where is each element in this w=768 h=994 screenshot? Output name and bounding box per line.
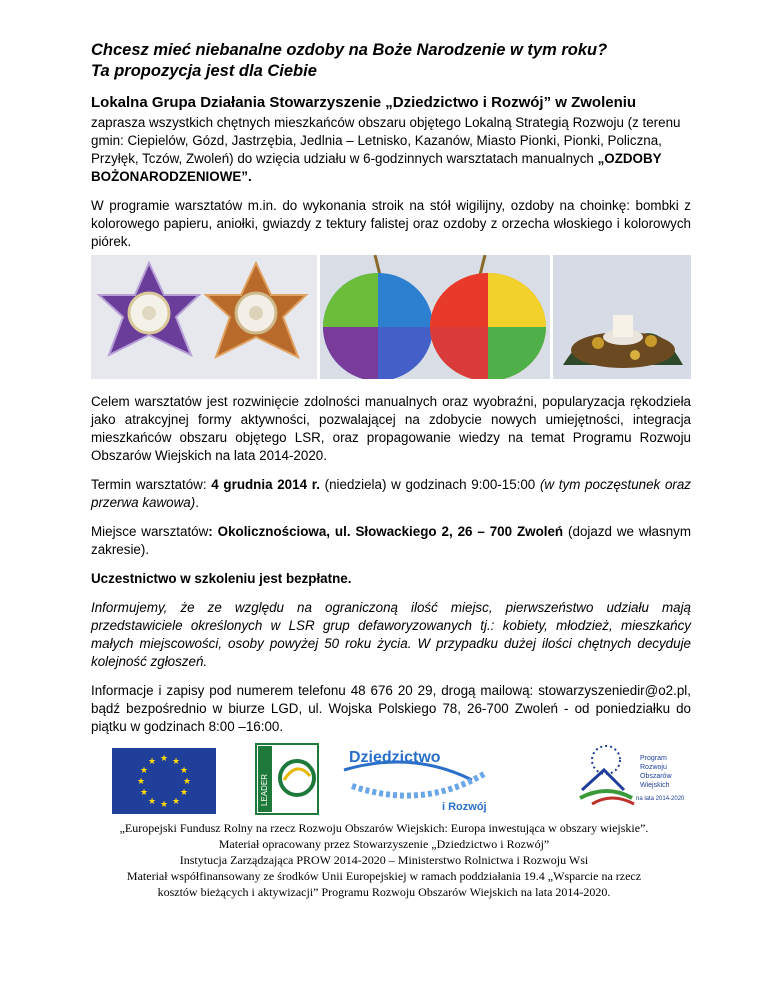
place-label: Miejsce warsztatów [91,524,209,539]
document-body-lower [91,393,691,736]
prow-obszarow: Obszarów [640,773,672,780]
organization-title: Lokalna Grupa Działania Stowarzyszenie „Dziedzictwo i Rozwój” w Zwoleniu [91,94,637,111]
svg-text:★: ★ [136,777,146,787]
svg-text:★: ★ [179,788,189,798]
svg-text:★: ★ [179,766,189,776]
svg-text:★: ★ [147,797,157,807]
term-label: Termin warsztatów: [91,477,212,492]
photo-stars [91,255,317,379]
footer-line-3: Instytucja Zarządzająca PROW 2014-2020 – Ministerstwo Rolnictwa i Rozwoju Wsi [179,853,589,867]
workshop-name: „OZDOBY BOŻONARODZENIOWE”. [91,151,662,184]
leader-logo [256,744,318,814]
svg-text:★: ★ [171,757,181,767]
term-note: (w tym poczęstunek oraz przerwa kawowa) [91,477,691,510]
prow-wiejskich: Wiejskich [640,782,670,789]
headline-line-1: Chcesz mieć niebanalne ozdoby na Boże Narodzenie w tym roku? [91,41,608,59]
term-date: 4 grudnia 2014 r. [211,477,320,492]
svg-text:★: ★ [139,766,149,776]
intro-paragraph [91,114,691,186]
term-paragraph [91,476,691,512]
svg-text:★: ★ [182,777,192,787]
prow-program: Program [640,755,667,762]
leader-text: LEADER [260,773,269,806]
prow-logo [572,736,700,812]
free-participation [91,570,691,588]
footer-line-2: Materiał opracowany przez Stowarzyszenie „Dziedzictwo i Rozwój” [218,837,550,851]
svg-text:★: ★ [147,757,157,767]
orange-bauble [430,273,546,379]
footer-line-5: kosztów bieżących i aktywizacji” Programu Rozwoju Obszarów Wiejskich na lata 2014-2020. [157,885,611,899]
prow-rozwoju: Rozwoju [640,764,667,771]
contact-paragraph: Informacje i zapisy pod numerem telefonu 48 676 20 29, drogą mailową: stowarzyszeniedir@o2.pl, bądź bezpośrednio w biurze LGD, ul. Wojska Polskiego 78, 26-700 Zwoleń - od poniedziałku do piątku w godzinach 8:00 –16:00. [91,683,691,734]
document-body [91,40,691,251]
place-paragraph [91,523,691,559]
i-rozwoj-text: i Rozwój [442,801,487,813]
svg-text:★: ★ [139,788,149,798]
decorations-photo [91,255,691,379]
notice-text: Informujemy, że ze względu na ograniczoną ilość miejsc, pierwszeństwo udziału mają przedstawiciele określonych w LSR grup defaworyzowanych tj.: kobiety, młodzież, mieszkańcy małych miejscowości, osoby powyżej 50 roku życia. W przypadku dużej ilości chętnych decyduje kolejność zgłoszeń. [91,600,691,669]
photo-christmas-arrangement [553,255,691,379]
headline-line-2: Ta propozycja jest dla Ciebie [91,62,317,80]
place-address: : Okolicznościowa, ul. Słowackiego 2, 26 – 700 Zwoleń [208,524,564,539]
intro-text: zaprasza wszystkich chętnych mieszkańców obszaru objętego Lokalną Strategią Rozwoju (z terenu gmin: Ciepielów, Gózd, Jastrzębia, Jedlnia – Letnisko, Kazanów, Miasto Pionki, Pionki, Policzna, Przyłęk, Tczów, Zwoleń) do wzięcia udziału w 6-godzinnych warsztatach manualnych [91,115,681,166]
prow-years: na lata 2014-2020 [636,796,685,802]
photo-paper-baubles [320,255,550,379]
dziedzictwo-text: Dziedzictwo [349,749,441,766]
eu-flag-logo [112,748,216,814]
footer-line-4: Materiał współfinansowany ze środków Unii Europejskiej w ramach poddziałania 19.4 „Wsparcie na rzecz [126,869,642,883]
term-end: . [195,495,199,510]
free-text: Uczestnictwo w szkoleniu jest bezpłatne. [91,571,352,586]
svg-text:★: ★ [171,797,181,807]
term-hours: (niedziela) w godzinach 9:00-15:00 [319,477,540,492]
footer [64,820,704,900]
rainbow-bauble [323,273,433,379]
program-paragraph: W programie warsztatów m.in. do wykonania stroik na stół wigilijny, ozdoby na choinkę: bombki z kolorowego papieru, aniołki, gwiazdy z tektury falistej oraz ozdoby z orzecha włoskiego i kolorowych piórek. [91,198,691,249]
goal-paragraph: Celem warsztatów jest rozwinięcie zdolności manualnych oraz wyobraźni, popularyzacja rękodzieła jako atrakcyjnej formy aktywności, pozwalającej na zdobycie nowych umiejętności, integracja mieszkańców obszaru objętego LSR, oraz propagowanie wiedzy na temat Programu Rozwoju Obszarów Wiejskich na lata 2014-2020. [91,394,691,463]
dziedzictwo-logo [344,749,487,813]
notice-paragraph [91,599,691,671]
place-note: (dojazd we własnym zakresie). [91,524,691,557]
svg-text:★: ★ [159,754,169,764]
logos-row [112,740,712,813]
svg-text:★: ★ [159,800,169,810]
footer-line-1: „Europejski Fundusz Rolny na rzecz Rozwoju Obszarów Wiejskich: Europa inwestująca w obszary wiejskie”. [119,821,649,835]
